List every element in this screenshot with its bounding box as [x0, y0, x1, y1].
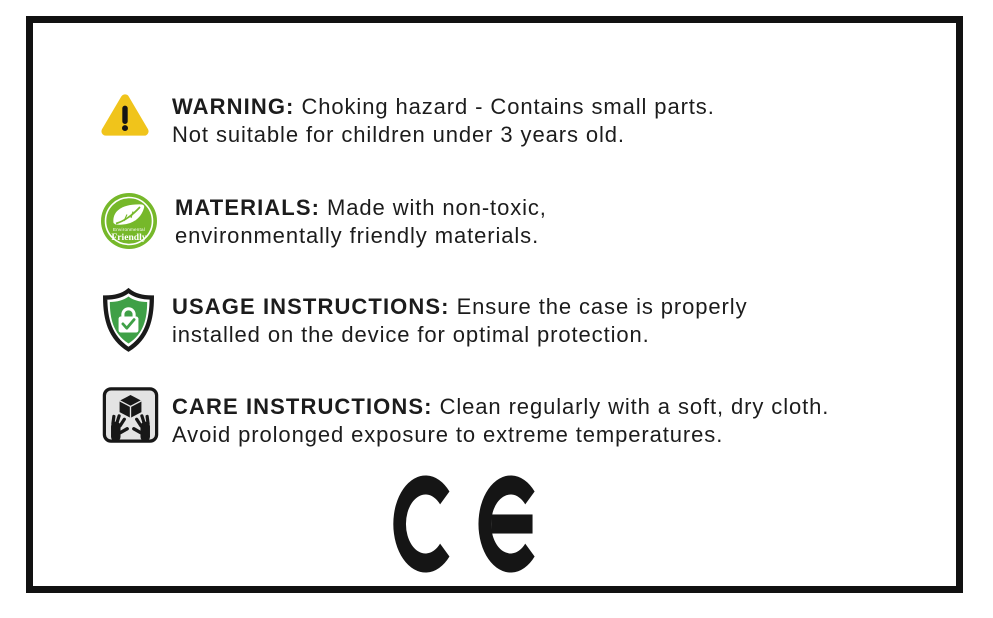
eco-friendly-badge-icon: [101, 193, 157, 249]
usage-line1: USAGE INSTRUCTIONS: Ensure the case is properly: [172, 294, 748, 319]
eco-badge-line2: Friendly: [111, 232, 147, 243]
care-label: CARE INSTRUCTIONS:: [172, 394, 433, 419]
warning-line1: WARNING: Choking hazard - Contains small parts.: [172, 94, 715, 119]
care-line2: Avoid prolonged exposure to extreme temperatures.: [172, 422, 724, 447]
usage-line2: installed on the device for optimal protection.: [172, 322, 650, 347]
care-line1: CARE INSTRUCTIONS: Clean regularly with a soft, dry cloth.: [172, 394, 830, 419]
warning-text: [172, 93, 715, 149]
warning-label: WARNING:: [172, 94, 295, 119]
materials-line2: environmentally friendly materials.: [175, 223, 540, 248]
usage-text: [172, 293, 747, 349]
care-text: [172, 393, 829, 449]
warning-triangle-icon: [100, 92, 150, 138]
materials-label: MATERIALS:: [175, 195, 321, 220]
materials-text: [175, 194, 547, 250]
handle-with-care-icon: [102, 386, 159, 444]
warning-line2: Not suitable for children under 3 years old.: [172, 122, 625, 147]
ce-mark-icon: [391, 472, 536, 581]
shield-lock-icon: [100, 287, 157, 353]
usage-label: USAGE INSTRUCTIONS:: [172, 294, 450, 319]
eco-badge-line1: Environmental: [113, 227, 145, 233]
materials-line1: MATERIALS: Made with non-toxic,: [175, 195, 547, 220]
